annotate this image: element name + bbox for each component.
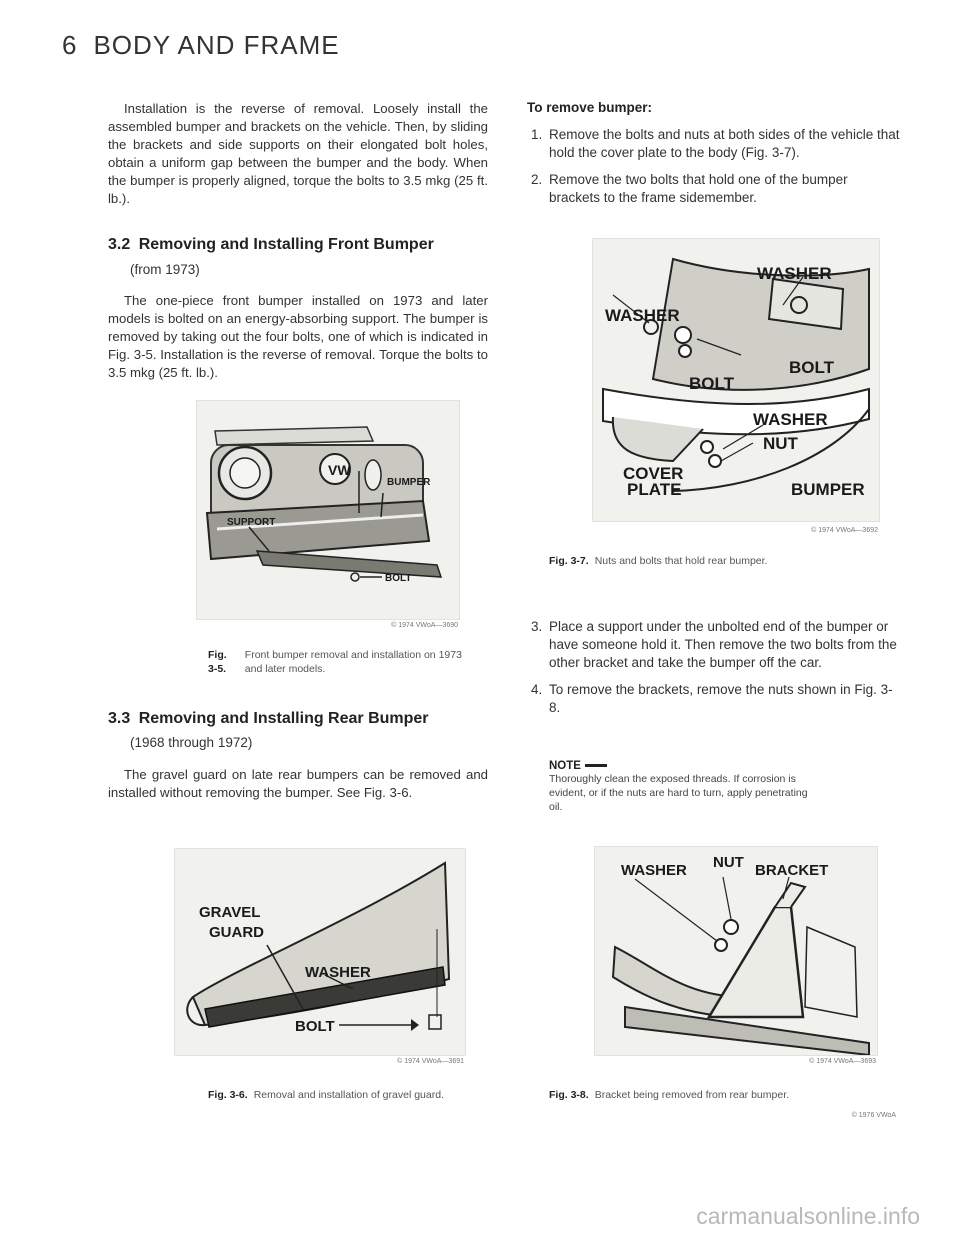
step-item: 1. Remove the bolts and nuts at both sides of the vehicle that hold the cover plate to the body (Fig. 3-7). [531,127,900,160]
caption-number: Fig. 3-7. [549,555,589,567]
label-washer-1: WASHER [757,264,832,283]
figure-3-8-credit: © 1974 VWoA—3693 [809,1058,876,1065]
steps-list-2 [527,618,902,726]
label-nut: NUT [713,854,744,871]
caption-number: Fig. 3-5. [208,649,227,675]
label-support: SUPPORT [227,517,276,528]
figure-3-8-caption [549,1088,889,1102]
label-bolt: BOLT [295,1018,335,1035]
figure-3-8-image [594,846,878,1056]
page-title: BODY AND FRAME [93,30,340,60]
intro-paragraph: Installation is the reverse of removal. Loosely install the assembled bumper and brackets on the vehicle. Then, by sliding the brackets and side supports on their elongated bolt holes, obtain a uniform gap between the bumper and the body. When the bumper is properly aligned, torque the bolts to 3.5 mkg (25 ft. lb.). [108,101,488,206]
bracket-removal-illustration [595,847,877,1055]
figure-3-5-image [196,400,460,620]
watermark-text: carmanualsonline.info [696,1203,920,1229]
figure-3-5-credit: © 1974 VWoA—3690 [391,622,458,629]
step-item: 3. Place a support under the unbolted end of the bumper or have someone hold it. Then remove the two bolts from the other bracket and take the bumper off the car. [531,619,897,670]
step-item: 2. Remove the two bolts that hold one of the bumper brackets to the frame sidemember. [531,172,848,205]
label-washer: WASHER [621,862,687,879]
section-title: Removing and Installing Rear Bumper [138,710,429,727]
label-gravel: GRAVEL [199,904,261,921]
svg-text:VW: VW [328,462,351,478]
figure-3-6-caption [208,1088,498,1102]
note-title: NOTE [549,760,819,772]
caption-number: Fig. 3-6. [208,1089,248,1101]
label-washer: WASHER [305,964,371,981]
figure-3-7-caption [549,554,889,568]
label-washer-3: WASHER [753,410,828,429]
label-bracket: BRACKET [755,862,829,879]
label-cover: COVER [623,464,684,483]
front-bumper-illustration [197,401,459,619]
step-item: 4. To remove the brackets, remove the nuts shown in Fig. 3-8. [531,682,893,715]
section-3-3-heading [108,710,488,728]
section-3-2-text: The one-piece front bumper installed on 1973 and later models is bolted on an energy-absorbing support. The bumper is removed by taking out the four bolts, one of which is indicated in Fig. 3-5. Installation is the reverse of removal. Torque the bolts to 3.5 mkg (25 ft. lb.). [108,293,488,380]
caption-number: Fig. 3-8. [549,1089,589,1101]
gravel-guard-illustration [175,849,465,1055]
section-number: 3.3 [108,710,131,727]
section-number: 3.2 [108,236,131,253]
label-bumper: BUMPER [791,480,865,499]
label-bolt-2: BOLT [689,374,735,393]
caption-text: Nuts and bolts that hold rear bumper. [594,555,768,567]
label-nut: NUT [763,434,798,453]
rear-bumper-bolts-illustration [593,239,879,521]
label-bolt-1: BOLT [789,358,835,377]
caption-text: Removal and installation of gravel guard. [253,1089,444,1101]
label-guard: GUARD [209,924,264,941]
caption-text: Front bumper removal and installation on 1973 and later models. [244,649,462,675]
label-plate: PLATE [627,480,682,499]
label-washer-2: WASHER [605,306,680,325]
steps-title: To remove bumper: [527,100,653,115]
section-3-3-text: The gravel guard on late rear bumpers can be removed and installed without removing the bumper. See Fig. 3-6. [108,767,488,800]
caption-text: Bracket being removed from rear bumper. [594,1089,790,1101]
figure-3-6-credit: © 1974 VWoA—3691 [397,1058,464,1065]
page-copyright: © 1976 VWoA [851,1112,896,1119]
note-text: Thoroughly clean the exposed threads. If corrosion is evident, or if the nuts are hard to turn, apply penetrating oil. [549,773,808,813]
section-3-2-subtitle: (from 1973) [130,262,200,277]
figure-3-5-caption [208,648,478,676]
figure-3-6-image [174,848,466,1056]
page-header [62,30,340,61]
steps-list-1 [527,126,902,216]
section-title: Removing and Installing Front Bumper [138,236,434,253]
figure-3-7-image [592,238,880,522]
note-block [549,760,819,814]
figure-3-7-credit: © 1974 VWoA—3692 [811,527,878,534]
label-bolt: BOLT [385,573,412,584]
page-number: 6 [62,30,78,60]
section-3-2-heading [108,236,488,254]
label-bumper: BUMPER [387,477,431,488]
section-3-3-subtitle: (1968 through 1972) [130,735,253,750]
